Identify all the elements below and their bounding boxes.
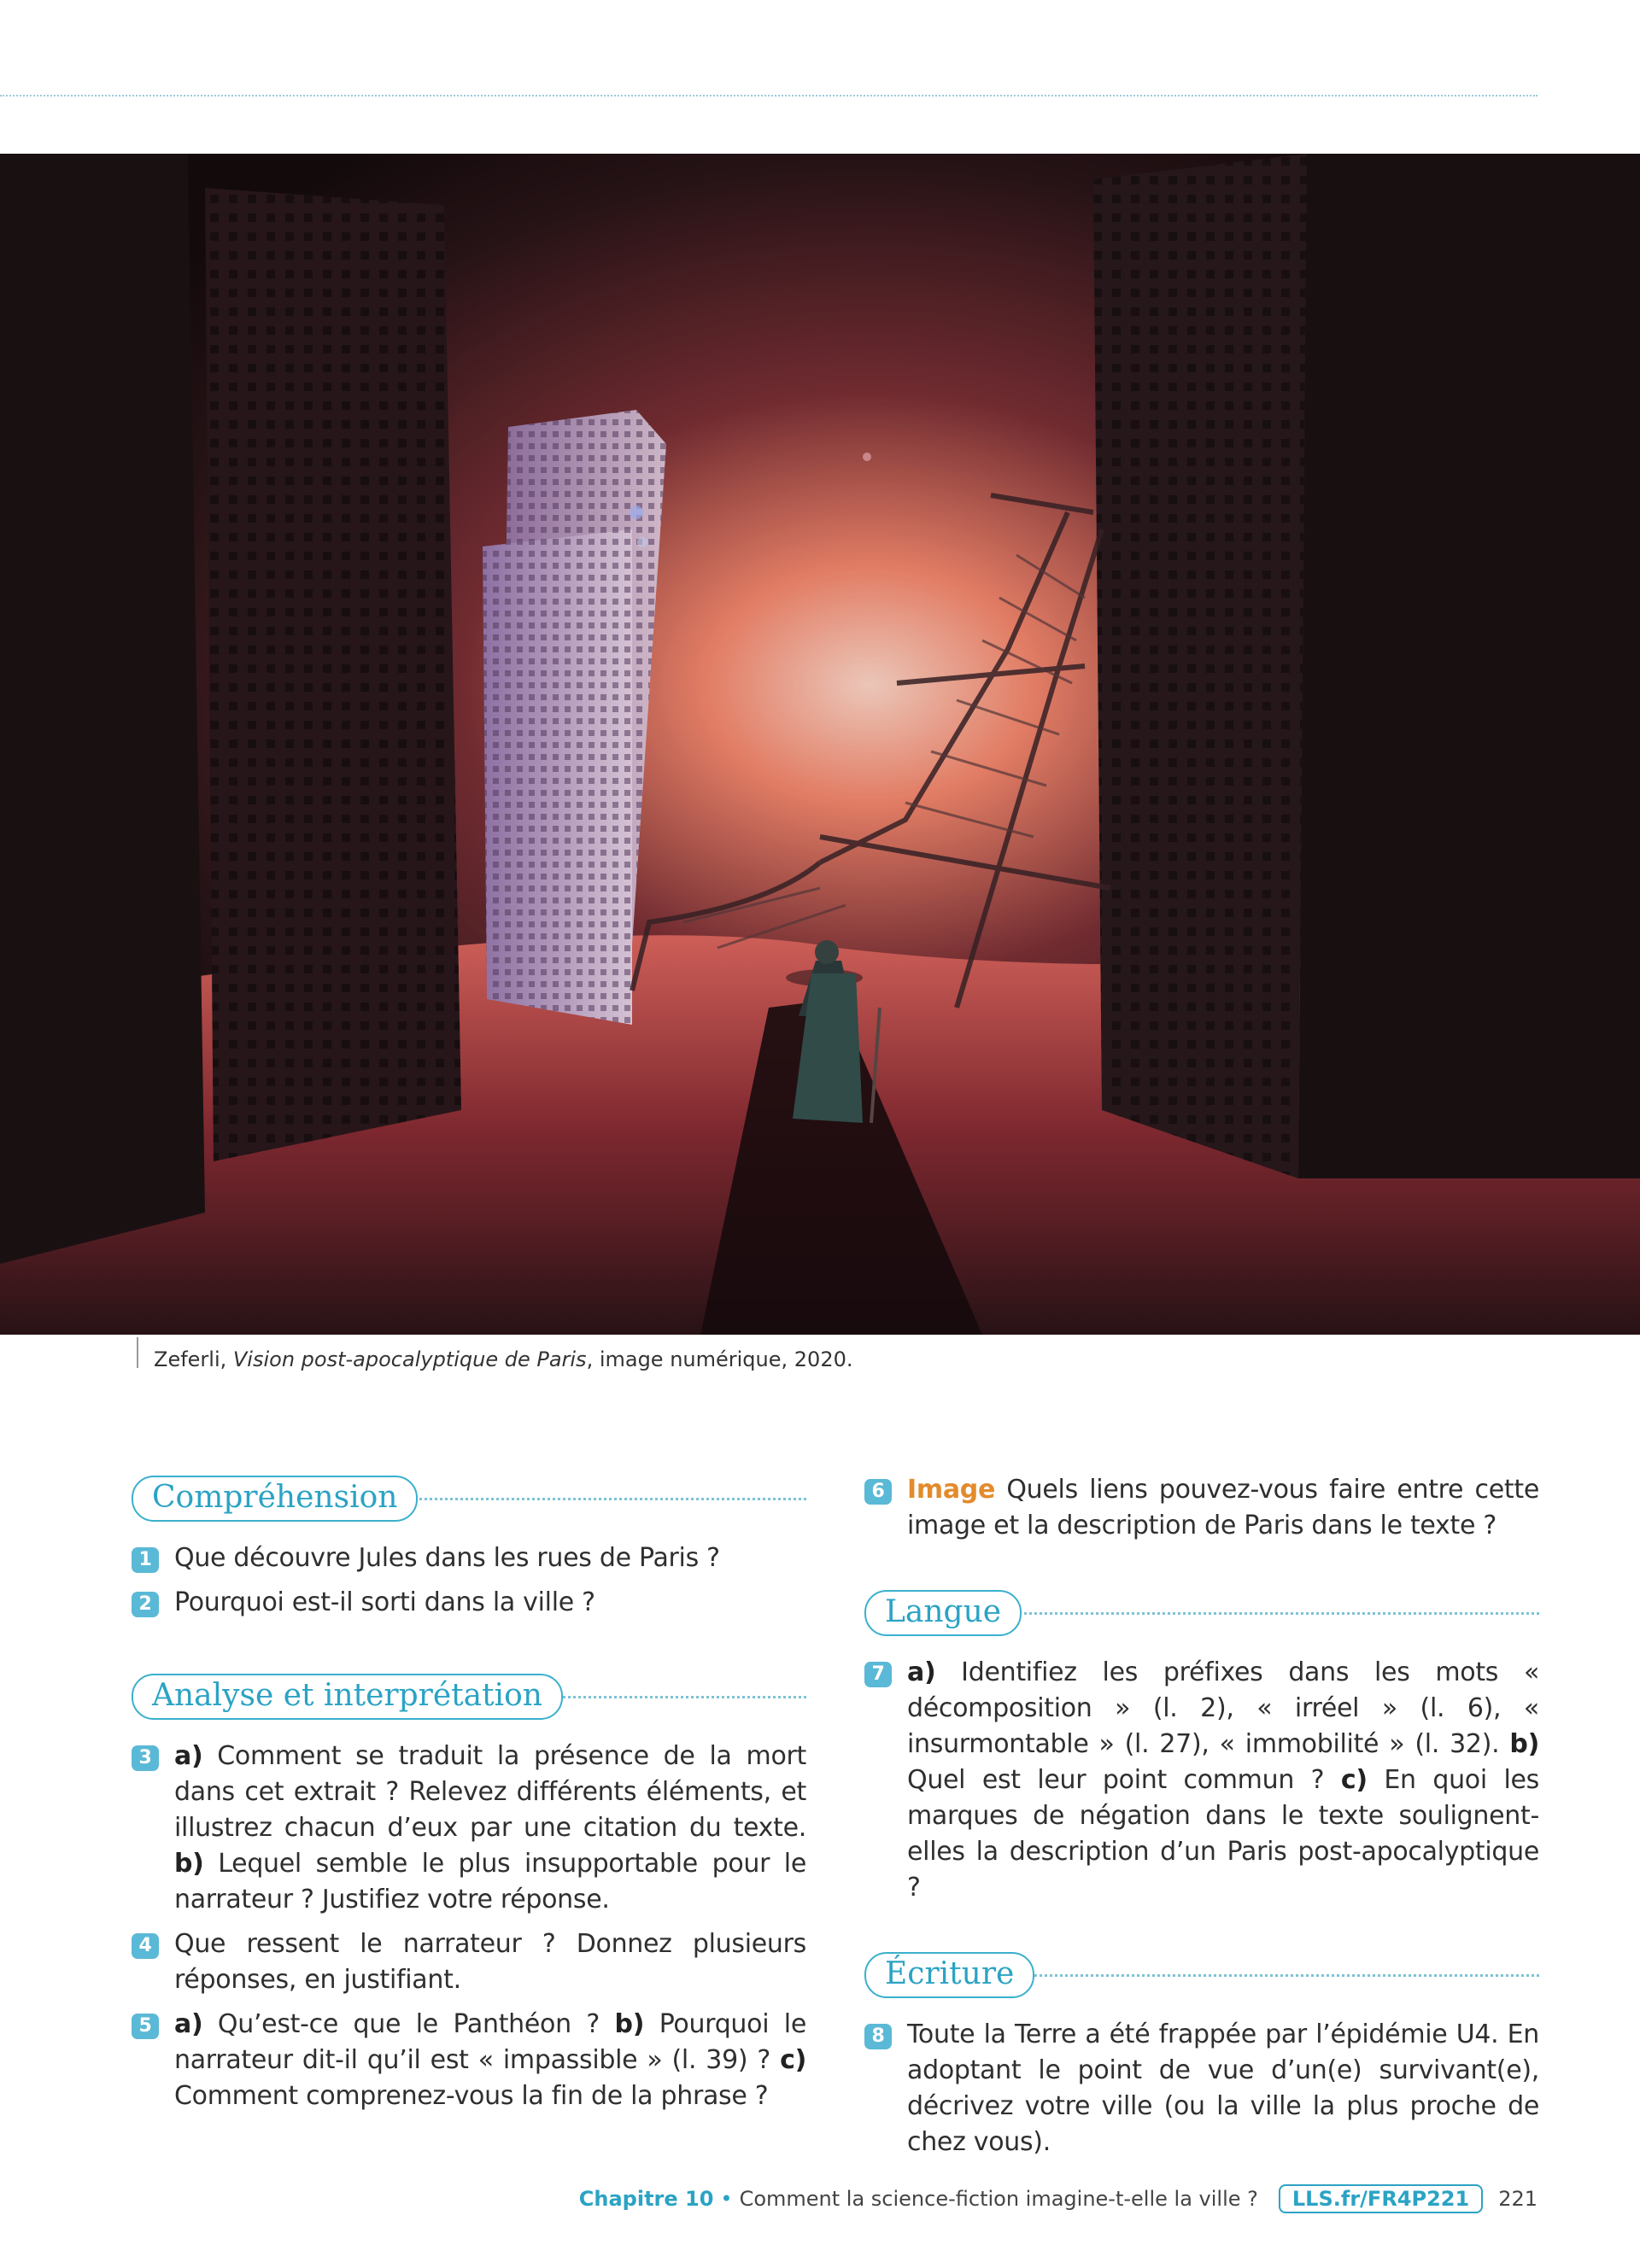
part-c-text: Comment comprenez-vous la fin de la phrase ? (174, 2081, 769, 2111)
question-text: Que découvre Jules dans les rues de Paris ? (174, 1543, 720, 1573)
question-1 (132, 1540, 806, 1576)
page-number: 221 (1498, 2187, 1538, 2211)
section-title: Langue (864, 1590, 1022, 1636)
image-caption (154, 1347, 852, 1371)
question-number: 6 (864, 1479, 892, 1505)
part-a-label: a) (907, 1657, 936, 1687)
right-column (864, 1476, 1539, 2169)
part-a-label: a) (174, 2009, 203, 2039)
top-dotted-rule (0, 95, 1538, 96)
question-number: 1 (132, 1547, 159, 1573)
footer-separator: • (720, 2187, 733, 2211)
question-3 (132, 1739, 806, 1918)
question-number: 7 (864, 1662, 892, 1687)
chapter-title: Comment la science-fiction imagine-t-elle la ville ? (739, 2187, 1258, 2211)
section-analyse (132, 1674, 806, 1718)
question-number: 5 (132, 2014, 159, 2039)
caption-title: Vision post-apocalyptique de Paris (232, 1347, 587, 1371)
page-footer (0, 2184, 1538, 2218)
question-number: 2 (132, 1592, 159, 1617)
question-5 (132, 2007, 806, 2114)
part-b-text: Lequel semble le plus insupportable pour le narrateur ? Justifiez votre réponse. (174, 1849, 806, 1914)
part-c-label: c) (1340, 1765, 1368, 1795)
section-ecriture (864, 1952, 1539, 1996)
part-a-text: Comment se traduit la présence de la mort dans cet extrait ? Relevez différents éléments, et illustrez chacun d’eux par une citation du texte. (174, 1741, 806, 1843)
lls-link[interactable]: LLS.fr/FR4P221 (1279, 2184, 1483, 2213)
question-number: 8 (864, 2024, 892, 2049)
question-2 (132, 1585, 806, 1621)
left-column (132, 1476, 806, 2123)
caption-marker (137, 1337, 138, 1368)
section-title: Analyse et interprétation (132, 1674, 563, 1720)
question-text: Que ressent le narrateur ? Donnez plusieurs réponses, en justifiant. (174, 1929, 806, 1995)
artwork-image (0, 154, 1640, 1335)
part-b-label: b) (614, 2009, 645, 2039)
question-text: Quels liens pouvez-vous faire entre cette image et la description de Paris dans le texte ? (907, 1475, 1539, 1540)
part-a-label: a) (174, 1741, 203, 1771)
part-b-label: b) (174, 1849, 204, 1879)
question-number: 4 (132, 1933, 159, 1959)
part-c-label: c) (780, 2045, 806, 2075)
section-title: Écriture (864, 1952, 1034, 1998)
question-number: 3 (132, 1745, 159, 1771)
part-a-text: Identifiez les préfixes dans les mots « décomposition » (l. 2), « irréel » (l. 6), « insurmontable » (l. 27), « immobilité » (l. 32). (907, 1657, 1539, 1759)
section-comprehension (132, 1476, 806, 1520)
question-7 (864, 1655, 1539, 1906)
section-langue (864, 1590, 1539, 1634)
part-c-text: En quoi les marques de négation dans le texte soulignent-elles la description d’un Paris post-apocalyptique ? (907, 1765, 1539, 1903)
caption-author: Zeferli, (154, 1347, 233, 1371)
question-4 (132, 1926, 806, 1998)
part-a-text: Qu’est-ce que le Panthéon ? (202, 2009, 615, 2039)
question-8 (864, 2017, 1539, 2160)
part-b-text: Quel est leur point commun ? (907, 1765, 1341, 1795)
chapter-label: Chapitre 10 (578, 2187, 714, 2211)
question-6 (864, 1472, 1539, 1544)
image-tag: Image (907, 1475, 995, 1505)
question-text: Toute la Terre a été frappée par l’épidémie U4. En adoptant le point de vue d’un(e) survivant(e), décrivez votre ville (ou la ville la plus proche de chez vous). (907, 2020, 1539, 2157)
part-b-text: Pourquoi le narrateur dit-il qu’il est « impassible » (l. 39) ? (174, 2009, 806, 2075)
section-title: Compréhension (132, 1476, 418, 1522)
part-b-label: b) (1509, 1729, 1539, 1759)
caption-details: , image numérique, 2020. (586, 1347, 853, 1371)
question-text: Pourquoi est-il sorti dans la ville ? (174, 1587, 595, 1617)
